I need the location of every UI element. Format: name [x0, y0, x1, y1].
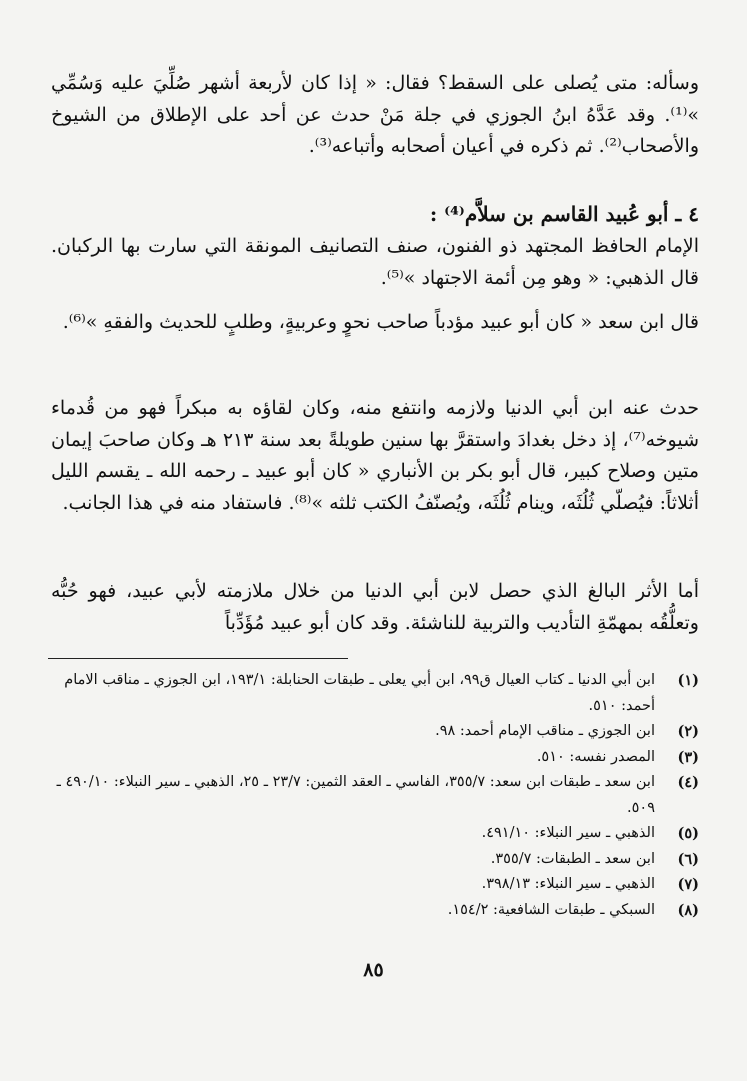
footnote-item — [39, 821, 699, 847]
footnote-item — [39, 847, 699, 873]
footnote-number: (٧) — [677, 876, 699, 893]
paragraph-2: الإمام الحافظ المجتهد ذو الفنون، صنف التصانيف المونقة التي سارت بها الركبان. قال الذهبي: « وهو مِن أئمة الاجتهاد »⁽⁵⁾. — [51, 235, 699, 289]
footnote-text: الذهبي ـ سير النبلاء: ٤٩١/١٠. — [481, 825, 655, 841]
footnote-text: ابن سعد ـ الطبقات: ٣٥٥/٧. — [490, 850, 655, 867]
footnote-number: (٥) — [677, 825, 699, 842]
footnote-text: ابن أبي الدنيا ـ كتاب العيال ق٩٩، ابن أبي يعلى ـ طبقات الحنابلة: ١٩٣/١، ابن الجوزي ـ مناقب الامام أحمد: ٥١٠. — [64, 672, 655, 714]
footnote-number: (٢) — [677, 723, 699, 740]
footnote-item — [39, 668, 699, 719]
footnote-text: ابن الجوزي ـ مناقب الإمام أحمد: ٩٨. — [435, 723, 655, 739]
paragraph-4-block — [51, 393, 699, 519]
footnote-separator — [48, 658, 348, 659]
footnote-text: السبكي ـ طبقات الشافعية: ١٥٤/٢. — [447, 901, 655, 918]
footnote-number: (١) — [677, 672, 699, 689]
footnote-number: (٤) — [677, 774, 699, 791]
footnote-item — [39, 898, 699, 924]
paragraph-4: حدث عنه ابن أبي الدنيا ولازمه وانتفع منه، وكان لقاؤه به مبكراً فهو من قُدماء شيوخه⁽⁷⁾، إذ دخل بغدادَ واستقرَّ بها سنين طويلةً بعد سنة ٢١٣ هـ وكان صاحبَ إيمان متين وصلاح كبير، قال أبو بكر بن الأنباري « كان أبو عبيد ـ رحمه الله ـ يقسم الليل أثلاثاً: فيُصلّي ثُلُثَه، وينام ثُلُثَه، ويُصنّفُ الكتب ثلثه »⁽⁸⁾. فاستفاد منه في هذا الجانب. — [51, 397, 699, 514]
paragraph-5: أما الأثر البالغ الذي حصل لابن أبي الدنيا من خلال ملازمته لأبي عبيد، فهو حُبُّه وتعلُّقُه بمهمّةِ التأديب والتربية للناشئة. وقد كان أبو عبيد مُؤَدِّباً — [51, 580, 699, 634]
footnote-text: ابن سعد ـ طبقات ابن سعد: ٣٥٥/٧، الفاسي ـ العقد الثمين: ٢٣/٧ ـ ٢٥، الذهبي ـ سير النبلاء: ٤٩٠/١٠ ـ ٥٠٩. — [56, 774, 655, 816]
page-number: ٨٥ — [363, 959, 384, 981]
footnote-text: المصدر نفسه: ٥١٠. — [536, 748, 655, 765]
paragraph-2-block — [51, 231, 699, 294]
footnote-number: (٣) — [677, 748, 699, 766]
section-heading-block — [51, 199, 699, 229]
footnote-item — [39, 770, 699, 821]
footnote-item — [39, 719, 699, 745]
footnote-number: (٨) — [677, 901, 699, 919]
paragraph-3-block — [51, 307, 699, 339]
section-heading: ٤ ـ أبو عُبيد القاسم بن سلاَّم⁽⁴⁾ : — [429, 202, 699, 226]
paragraph-5-block — [51, 576, 699, 639]
paragraph-1: وسأله: متى يُصلى على السقط؟ فقال: « إذا كان لأربعة أشهر صُلِّيَ عليه وَسُمِّي »⁽¹⁾. وقد عَدَّهُ ابنُ الجوزي في جلة مَنْ حدث عن أحد على الإطلاق من الشيوخ والأصحاب⁽²⁾. ثم ذكره في أعيان أصحابه وأتباعه⁽³⁾. — [51, 72, 699, 157]
footnote-item — [39, 872, 699, 898]
paragraph-3: قال ابن سعد « كان أبو عبيد مؤدباً صاحب نحوٍ وعربيةٍ، وطلبٍ للحديث والفقهِ »⁽⁶⁾. — [62, 311, 699, 333]
footnotes-list — [39, 668, 699, 923]
footnote-number: (٦) — [677, 850, 699, 868]
paragraph-1-block — [51, 68, 699, 163]
footnote-item — [39, 745, 699, 771]
footnote-text: الذهبي ـ سير النبلاء: ٣٩٨/١٣. — [481, 876, 655, 892]
